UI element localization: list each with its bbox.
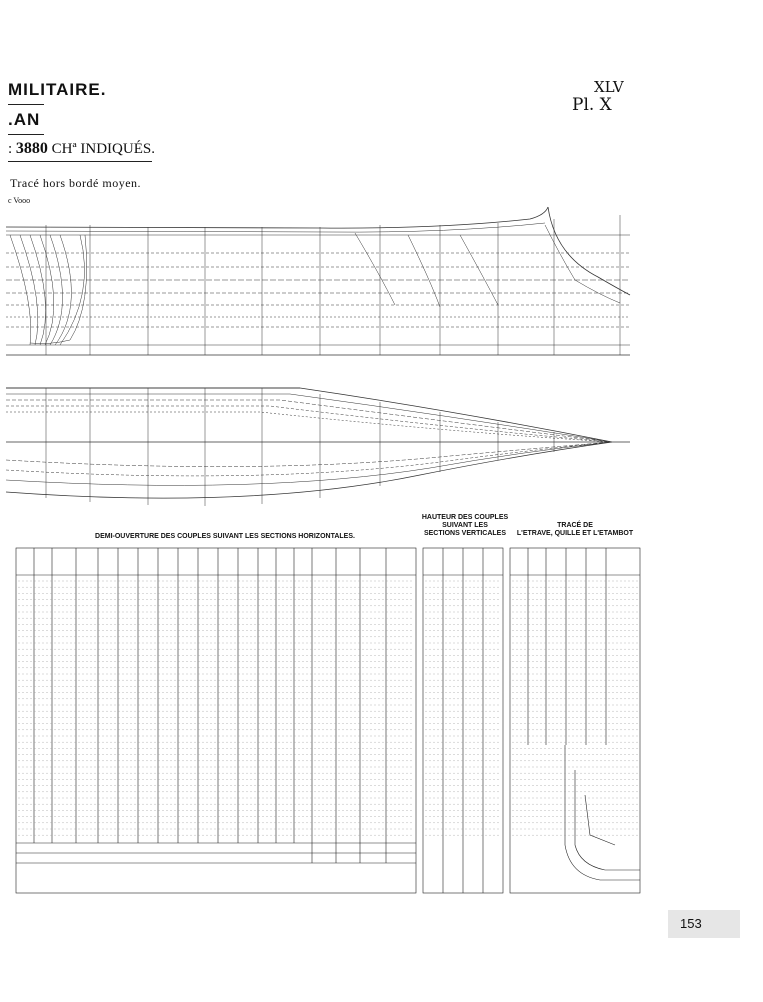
title3-suffix: CHª INDIQUÉS. bbox=[47, 141, 155, 157]
document-title-line2: .AN bbox=[8, 110, 41, 129]
title-rule-3 bbox=[8, 161, 152, 162]
plate-label: Pl. X bbox=[572, 95, 612, 115]
heights-title-line2: SUIVANT LES bbox=[442, 522, 488, 529]
scale-note: c Vooo bbox=[8, 196, 31, 205]
title3-prefix: : bbox=[8, 141, 16, 157]
sheer-plan-drawing bbox=[0, 195, 640, 370]
stem-table-title bbox=[505, 522, 645, 538]
plate-roman-number: XLV bbox=[594, 78, 624, 96]
offsets-tables bbox=[0, 545, 660, 900]
title3-number: 3880 bbox=[15, 140, 48, 157]
half-breadth-plan-drawing bbox=[0, 380, 640, 520]
main-table-title: DEMI-OUVERTURE DES COUPLES SUIVANT LES SECTIONS HORIZONTALES. bbox=[95, 533, 355, 540]
drawing-subtitle: Tracé hors bordé moyen. bbox=[10, 176, 142, 190]
heights-title-line3: SECTIONS VERTICALES bbox=[423, 530, 507, 537]
stem-title-line2: L'ETRAVE, QUILLE ET L'ETAMBOT bbox=[516, 530, 634, 537]
heights-title-line1: HAUTEUR DES COUPLES bbox=[421, 514, 509, 521]
title-rule-1 bbox=[8, 104, 44, 105]
title-rule-2 bbox=[8, 134, 44, 135]
document-title-line1: MILITAIRE. bbox=[8, 80, 107, 99]
stem-title-line1: TRACÉ DE bbox=[557, 522, 593, 529]
page-number: 153 bbox=[668, 910, 740, 938]
document-title-line3 bbox=[8, 140, 155, 158]
heights-table-title bbox=[420, 514, 510, 538]
